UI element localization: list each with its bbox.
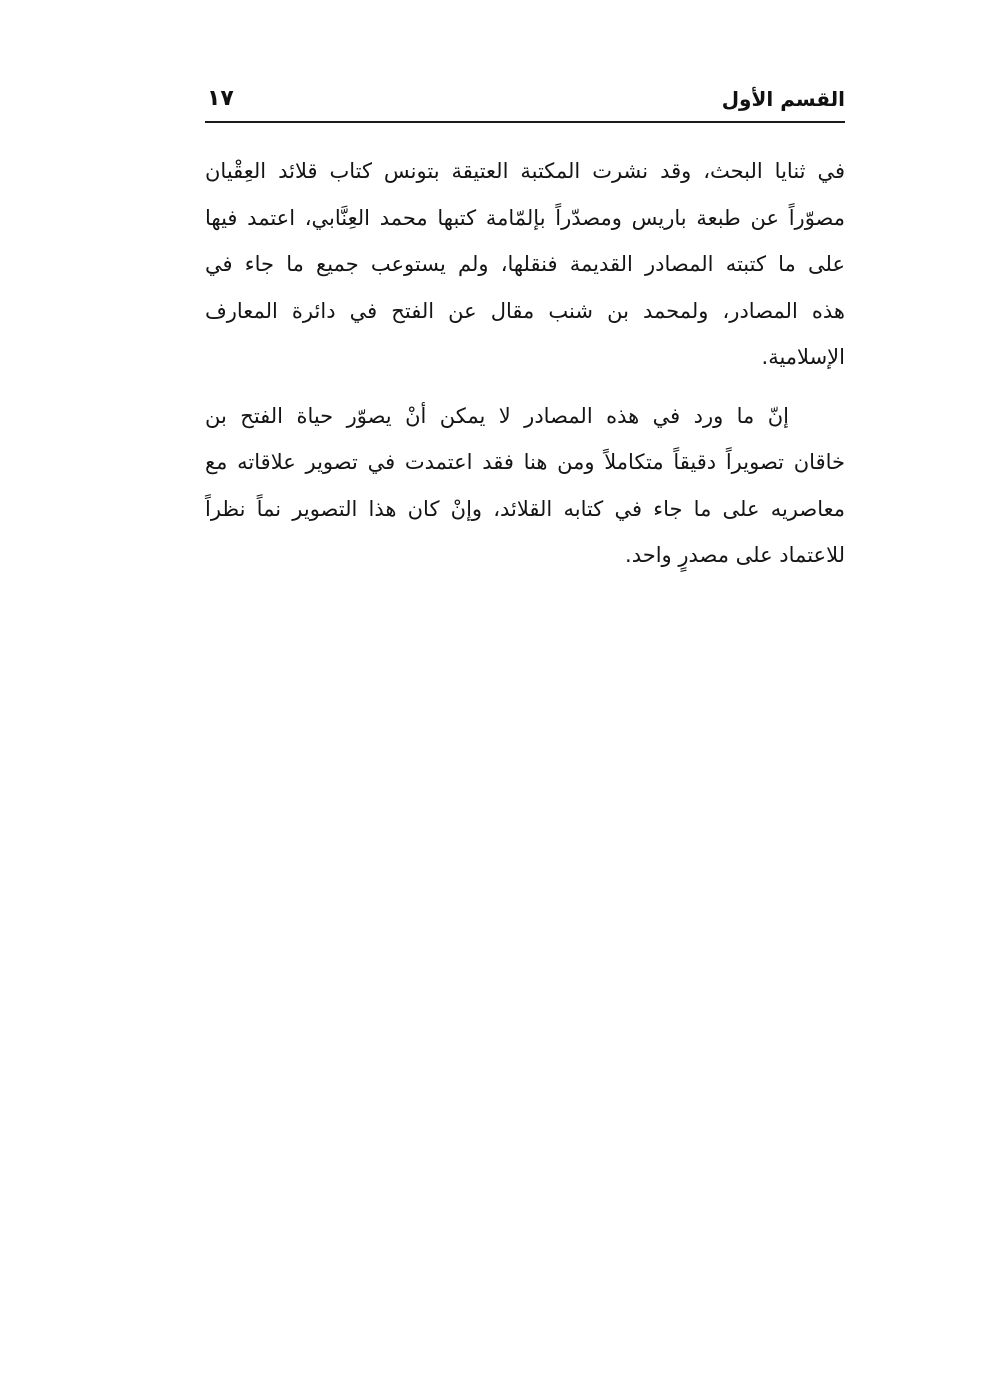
text-line: في ثنايا البحث، وقد نشرت المكتبة العتيقة بتونس كتاب قلائد العِقْيان: [205, 159, 845, 183]
text-line: مصوّراً عن طبعة باريس ومصدّراً بإلمّامة كتبها محمد العِنَّابي، اعتمد فيها: [205, 205, 845, 230]
paragraph: [205, 393, 845, 579]
header-rule: [205, 121, 845, 123]
running-header: [205, 84, 845, 118]
paragraph: [205, 148, 845, 381]
text-line: للاعتماد على مصدرٍ واحد.: [625, 543, 845, 567]
text-line: هذه المصادر، ولمحمد بن شنب مقال عن الفتح في دائرة المعارف: [205, 298, 845, 323]
text-line: معاصريه على ما جاء في كتابه القلائد، وإنْ كان هذا التصوير نماً نظراً: [205, 496, 845, 521]
section-title: القسم الأول: [721, 87, 845, 111]
text-line: خاقان تصويراً دقيقاً متكاملاً ومن هنا فقد اعتمدت في تصوير علاقاته مع: [205, 450, 845, 474]
body-text: [205, 148, 845, 579]
text-line: على ما كتبته المصادر القديمة فنقلها، ولم يستوعب جميع ما جاء في: [205, 252, 845, 276]
text-line: إنّ ما ورد في هذه المصادر لا يمكن أنْ يصوّر حياة الفتح بن: [205, 403, 789, 428]
text-line: الإسلامية.: [761, 345, 845, 369]
page-number: ١٧: [207, 86, 234, 111]
